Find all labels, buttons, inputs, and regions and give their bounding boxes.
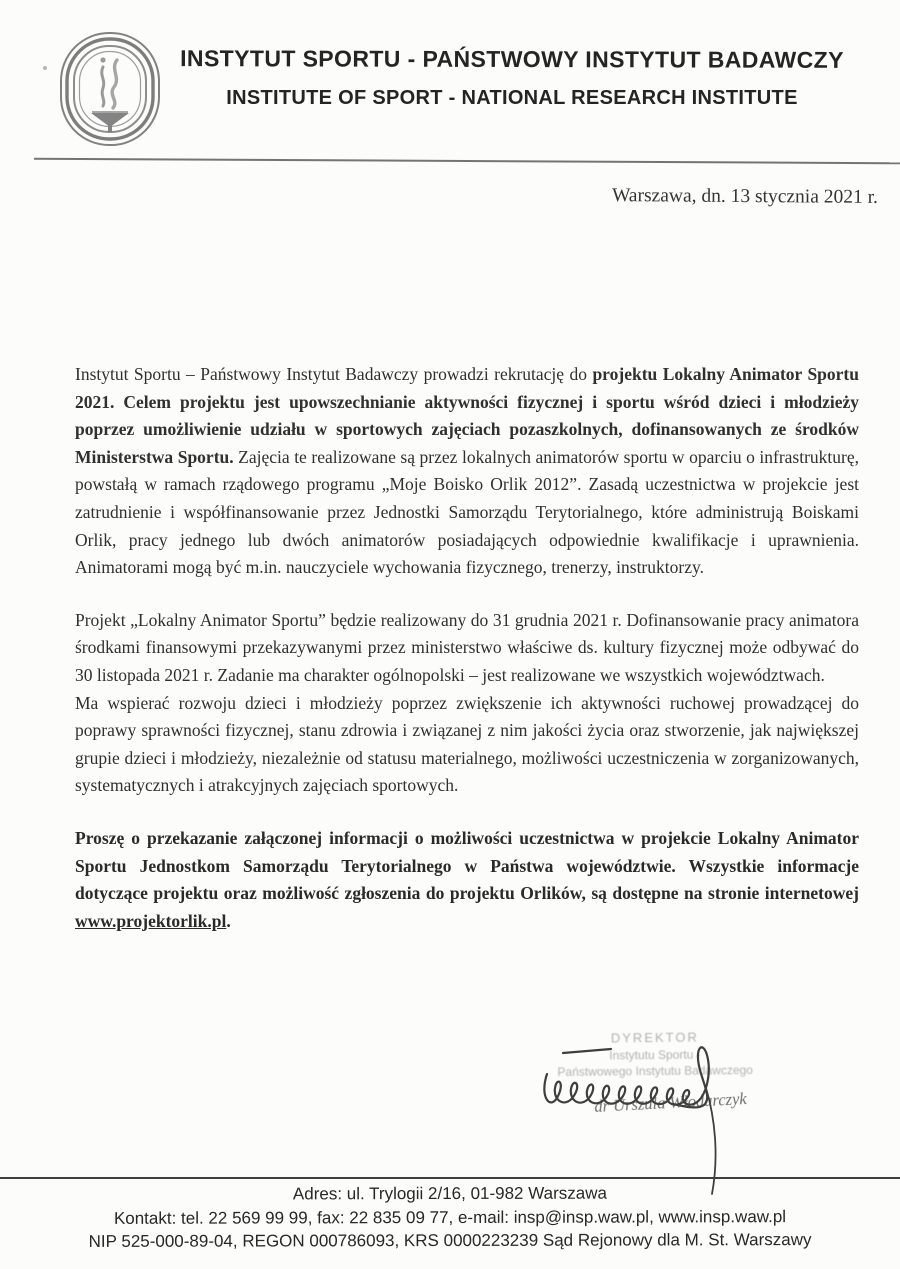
- header-divider-rule: [34, 158, 900, 165]
- project-website-link[interactable]: www.projektorlik.pl: [75, 910, 227, 931]
- stamp-institute: Instytutu Sportu -: [609, 1047, 701, 1063]
- stamp-title: DYREKTOR: [610, 1029, 699, 1046]
- date-line: Warszawa, dn. 13 stycznia 2021 r.: [611, 185, 879, 208]
- institute-name-polish: INSTYTUT SPORTU - PAŃSTWOWY INSTYTUT BADAWCZY: [180, 45, 844, 73]
- footer-divider-rule: [0, 1177, 900, 1179]
- signatory-name: dr Urszula Włodarczyk: [593, 1089, 748, 1116]
- letterhead: [152, 46, 872, 110]
- paragraph-2: Projekt „Lokalny Animator Sportu” będzie realizowany do 31 grudnia 2021 r. Dofinansowanie pracy animatora środkami finansowymi przekazywanymi przez ministerstwo właściwe ds. kultury fizycznej może odbywać do 30 listopada 2021 r. Zadanie ma charakter ogólnopolski – jest realizowane we wszystkich województwach.: [75, 609, 859, 685]
- handwritten-signature: [525, 1026, 755, 1201]
- footer-contact-block: [0, 1181, 900, 1254]
- footer-registry: NIP 525-000-89-04, REGON 000786093, KRS 0000223239 Sąd Rejonowy dla M. St. Warszawy: [88, 1230, 812, 1251]
- paragraph-1-bold-project: projektu Lokalny Animator Sportu 2021. Celem projektu jest upowszechnianie aktywności fizycznej i sportu wśród dzieci i młodzieży poprzez umożliwienie udziału w sportowych zajęciach pozaszkolnych, dofinansowanych ze środków Ministerstwa Sportu.: [75, 364, 859, 467]
- paragraph-3: Ma wspierać rozwoju dzieci i młodzieży poprzez zwiększenie ich aktywności ruchowej prowadzącej do poprawy sprawności fizycznej, stanu zdrowia i związanej z nim jakości życia oraz stworzenie, jak największej grupie dzieci i młodzieży, niezależnie od statusu materialnego, możliwości uczestniczenia w zorganizowanych, systematycznych i atrakcyjnych zajęciach sportowych.: [75, 692, 859, 796]
- paragraph-4: [75, 825, 859, 935]
- institute-name-english: INSTITUTE OF SPORT - NATIONAL RESEARCH INSTITUTE: [226, 87, 798, 109]
- stamp-institute-full: Państwowego Instytutu Badawczego: [557, 1062, 753, 1080]
- scan-speck: [43, 66, 47, 70]
- footer-address: Adres: ul. Trylogii 2/16, 01-982 Warszawa: [292, 1183, 607, 1204]
- paragraph-4-request: Proszę o przekazanie załączonej informacji o możliwości uczestnictwa w projekcie Lokalny Animator Sportu Jednostkom Samorządu Terytorialnego w Państwa województwie. Wszystkie informacje dotyczące projektu oraz możliwość zgłoszenia do projektu Orlików, są dostępne na stronie internetowej: [75, 827, 859, 904]
- paragraph-1: [75, 361, 859, 582]
- paragraph-1-rest: Zajęcia te realizowane są przez lokalnych animatorów sportu w oparciu o infrastrukturę, powstałą w ramach rządowego programu „Moje Boisko Orlik 2012”. Zasadą uczestnictwa w projekcie jest zatrudnienie i współfinansowanie przez Jednostki Samorządu Terytorialnego, które administrują Boiskami Orlik, pracy jednego lub dwóch animatorów posiadających odpowiednie kwalifikacje i uprawnienia. Animatorami mogą być m.in. nauczyciele wychowania fizycznego, trenerzy, instruktorzy.: [75, 446, 860, 578]
- footer-contact: Kontakt: tel. 22 569 99 99, fax: 22 835 09 77, e-mail: insp@insp.waw.pl, www.insp.waw.pl: [113, 1206, 787, 1228]
- paragraph-4-period: .: [226, 910, 231, 931]
- paragraph-1-intro: Instytut Sportu – Państwowy Instytut Badawczy prowadzi rekrutację do: [75, 364, 593, 384]
- letter-body: [75, 361, 859, 935]
- institute-logo-icon: [58, 30, 162, 148]
